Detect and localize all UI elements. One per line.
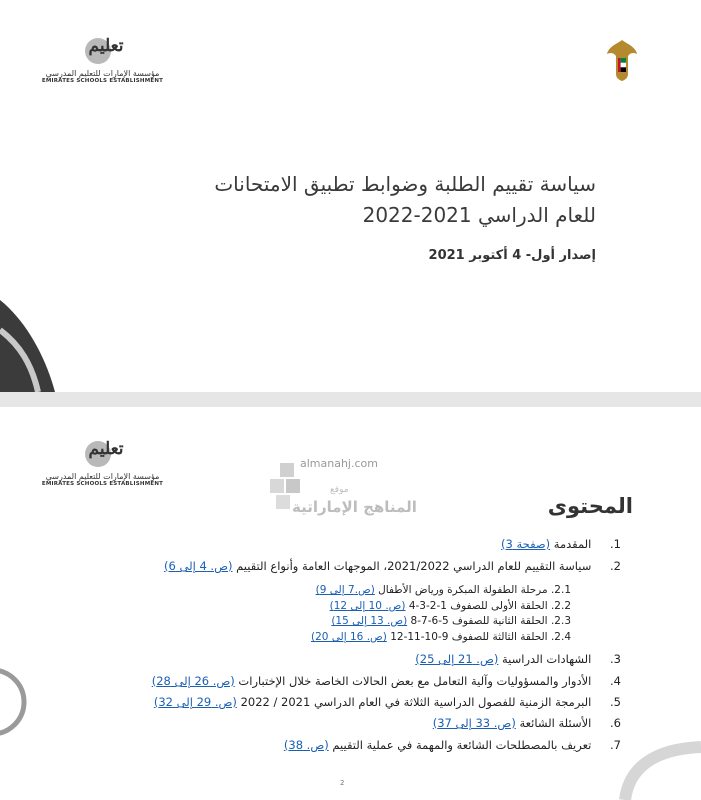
logo-english: EMIRATES SCHOOLS ESTABLISHMENT (41, 78, 164, 84)
toc-link[interactable]: (ص. 38) (283, 738, 329, 752)
cover-title-line2: للعام الدراسي 2021-2022 (362, 203, 596, 227)
toc-title: المحتوى (547, 494, 633, 518)
toc-link[interactable]: (ص. 10 إلى 12) (329, 600, 406, 612)
watermark-name: المناهج الإماراتية (292, 498, 417, 516)
toc-item: 1. المقدمة (صفحة 3) (501, 537, 621, 551)
toc-item: 4. الأدوار والمسؤوليات وآلية التعامل مع بعض الحالات الخاصة خلال الإختبارات (ص. 26 إلى 28) (151, 674, 621, 688)
cover-edition: إصدار أول- 4 أكتوبر 2021 (428, 248, 596, 263)
toc-link[interactable]: (ص. 16 إلى 20) (310, 631, 387, 643)
toc-link[interactable]: (ص. 4 إلى 6) (164, 559, 233, 573)
ese-logo-mark (83, 437, 123, 471)
toc-subitem: 2.4. الحلقة الثالثة للصفوف 9-10-11-12 (ص. 16 إلى 20) (310, 631, 571, 643)
toc-item: 6. الأسئلة الشائعة (ص. 33 إلى 37) (432, 716, 621, 730)
toc-item: 5. البرمجة الزمنية للفصول الدراسية الثلاثة في العام الدراسي 2021 / 2022 (ص. 29 إلى 32) (153, 695, 621, 709)
logo-english: EMIRATES SCHOOLS ESTABLISHMENT (41, 481, 164, 487)
toc-link[interactable]: (ص. 29 إلى 32) (153, 695, 237, 709)
logo-word: تعليم (88, 36, 124, 56)
ese-logo (40, 437, 165, 487)
toc-subitem: 2.3. الحلقة الثانية للصفوف 5-6-7-8 (ص. 13 إلى 15) (331, 615, 571, 627)
watermark-url: almanahj.com (300, 457, 378, 470)
toc-subitem: 2.1. مرحلة الطفولة المبكرة ورياض الأطفال (ص.7 إلى 9) (315, 584, 571, 596)
toc-item: 2. سياسة التقييم للعام الدراسي 2021/2022، الموجهات العامة وأنواع التقييم (ص. 4 إلى 6) (164, 559, 621, 573)
toc-item: 7. تعريف بالمصطلحات الشائعة والمهمة في عملية التقييم (ص. 38) (283, 738, 621, 752)
page-number: 2 (340, 779, 345, 787)
toc-link[interactable]: (ص. 26 إلى 28) (151, 674, 235, 688)
toc-link[interactable]: (ص.7 إلى 9) (315, 584, 375, 596)
logo-arabic: مؤسسة الإمارات للتعليم المدرسي (45, 472, 160, 481)
toc-item: 3. الشهادات الدراسية (ص. 21 إلى 25) (415, 652, 621, 666)
corner-ring-decoration (615, 737, 701, 800)
toc-link[interactable]: (ص. 21 إلى 25) (415, 652, 499, 666)
cover-title-line1: سياسة تقييم الطلبة وضوابط تطبيق الامتحانات (214, 172, 596, 196)
toc-link[interactable]: (ص. 33 إلى 37) (432, 716, 516, 730)
watermark-small: موقع (330, 485, 349, 495)
uae-emblem-icon (605, 38, 639, 82)
corner-decoration (0, 300, 70, 392)
toc-subitem: 2.2. الحلقة الأولى للصفوف 1-2-3-4 (ص. 10 إلى 12) (329, 600, 571, 612)
left-ring-decoration (0, 657, 30, 747)
logo-word: تعليم (88, 439, 124, 459)
toc-link[interactable]: (صفحة 3) (501, 537, 551, 551)
logo-arabic: مؤسسة الإمارات للتعليم المدرسي (45, 69, 160, 78)
toc-link[interactable]: (ص. 13 إلى 15) (331, 615, 408, 627)
cover-slide (0, 0, 701, 392)
ese-logo-mark (83, 34, 123, 68)
ese-logo (40, 34, 165, 84)
